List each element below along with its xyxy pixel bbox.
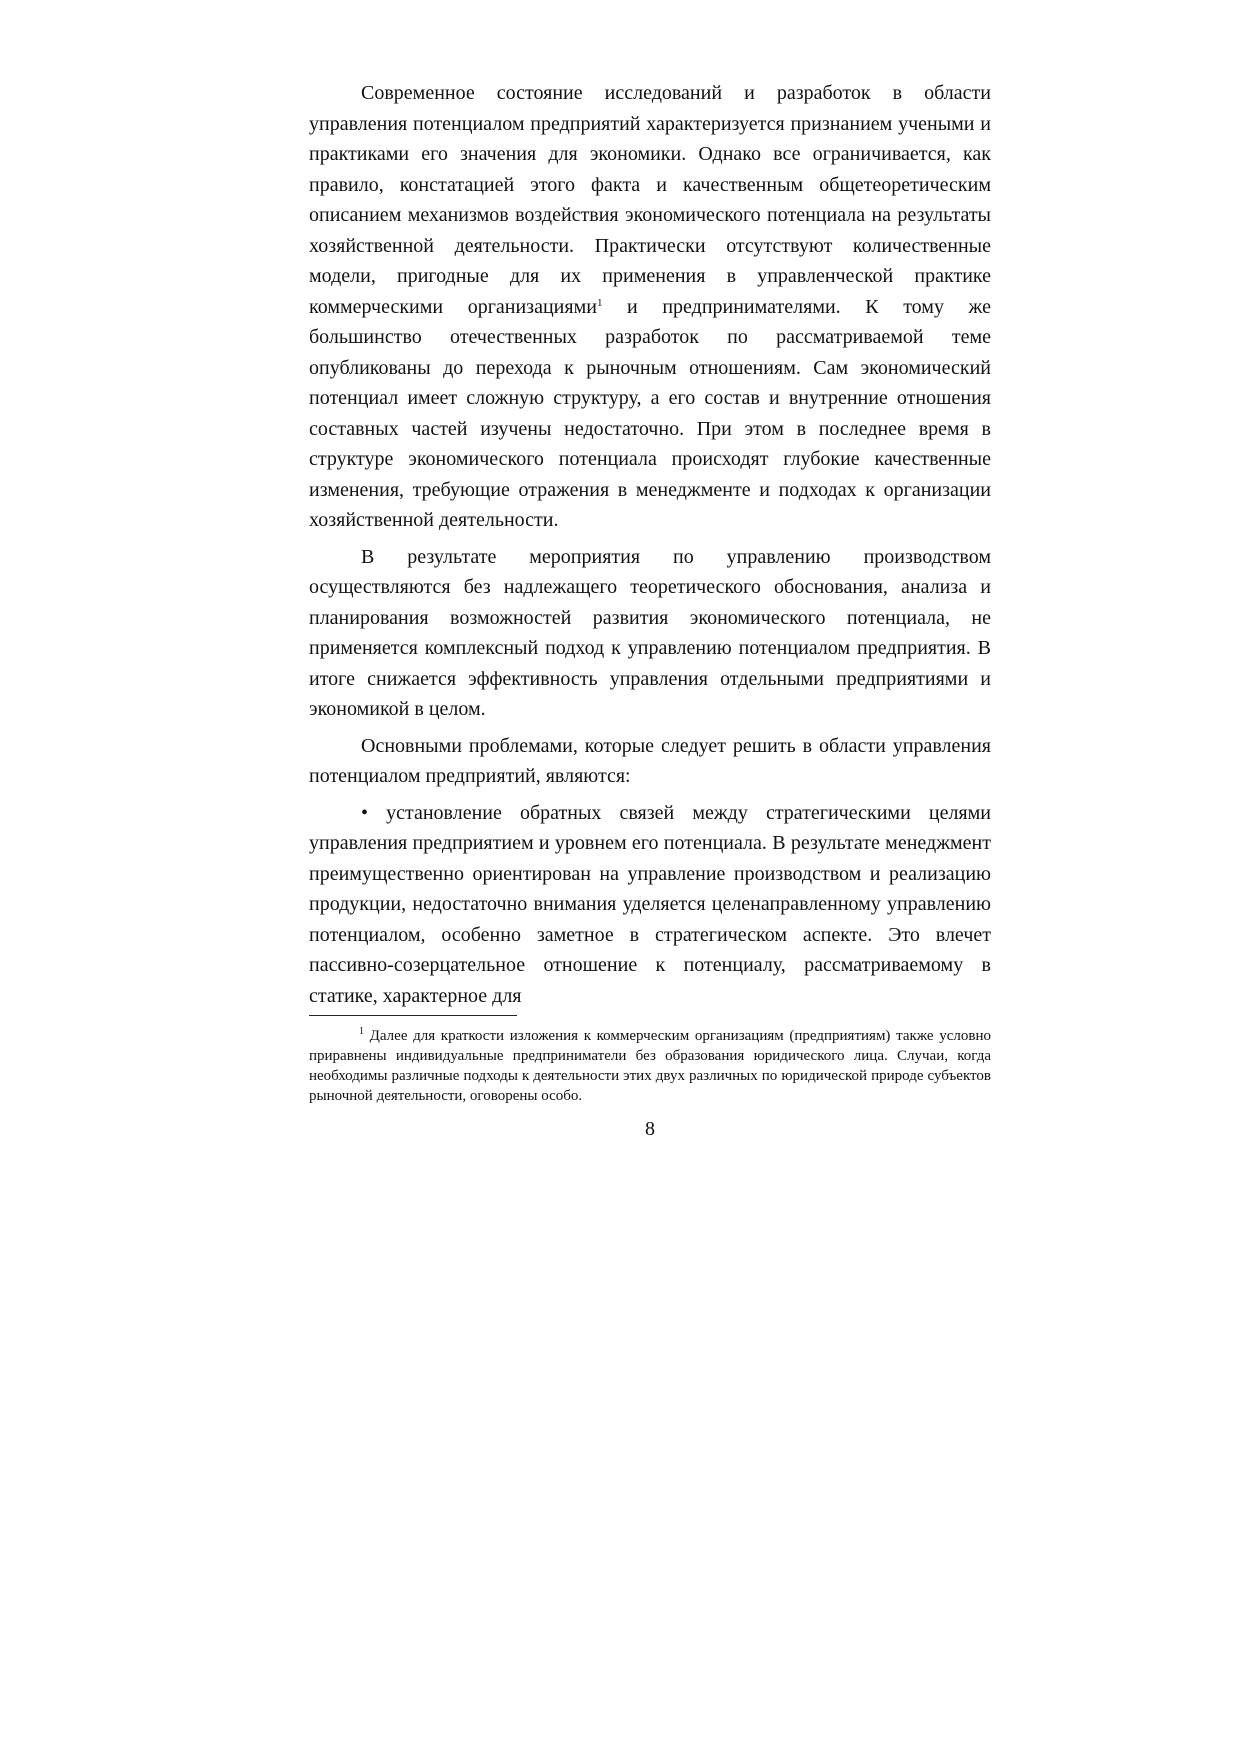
footnote-divider — [309, 1015, 517, 1016]
paragraph-text-continued: и предпринимателями. К тому же большинство отечественных разработок по рассматриваемой теме опубликованы до перехода к рыночным отношениям. Сам экономический потенциал имеет сложную структуру, а его состав и внутренние отношения составных частей изучены недостаточно. При этом в последнее время в структуре экономического потенциала происходят глубокие качественные изменения, требующие отражения в менеджменте и подходах к организации хозяйственной деятельности. — [309, 295, 991, 531]
bullet-item-feedback — [309, 798, 991, 1012]
paragraph-text: В результате мероприятия по управлению производством осуществляются без надлежащего теоретического обоснования, анализа и планирования возможностей развития экономического потенциала, не применяется комплексный подход к управлению потенциалом предприятия. В итоге снижается эффективность управления отдельными предприятиями и экономикой в целом. — [309, 545, 991, 720]
bullet-icon: • — [361, 801, 369, 824]
document-page — [309, 78, 991, 1141]
bullet-text: установление обратных связей между стратегическими целями управления предприятием и уровнем его потенциала. В результате менеджмент преимущественно ориентирован на управление производством и реализацию продукции, недостаточно внимания уделяется целенаправленному управлению потенциалом, особенно заметное в стратегическом аспекте. Это влечет пассивно-созерцательное отношение к потенциалу, рассматриваемому в статике, характерное для — [309, 801, 991, 1007]
footnote-mark: 1 — [359, 1026, 364, 1037]
footnote-text: Далее для краткости изложения к коммерческим организациям (предприятиям) также условно приравнены индивидуальные предприниматели без образования юридического лица. Случаи, когда необходимы различные подходы к деятельности этих двух различных по юридической природе субъектов рыночной деятельности, оговорены особо. — [309, 1028, 991, 1104]
paragraph-main-problems — [309, 731, 991, 792]
paragraph-text: Современное состояние исследований и разработок в области управления потенциалом предприятий характеризуется признанием учеными и практиками его значения для экономики. Однако все ограничивается, как правило, констатацией этого факта и качественным общетеоретическим описанием механизмов воздействия экономического потенциала на результаты хозяйственной деятельности. Практически отсутствуют количественные модели, пригодные для их применения в управленческой практике коммерческими организациями — [309, 82, 991, 318]
page-number: 8 — [645, 1118, 655, 1140]
footnote — [309, 1026, 991, 1106]
paragraph-text: Основными проблемами, которые следует решить в области управления потенциалом предприятий, являются: — [309, 734, 991, 787]
paragraph-consequences — [309, 542, 991, 725]
footnote-reference[interactable]: 1 — [596, 296, 603, 309]
paragraph-current-state — [309, 78, 991, 536]
